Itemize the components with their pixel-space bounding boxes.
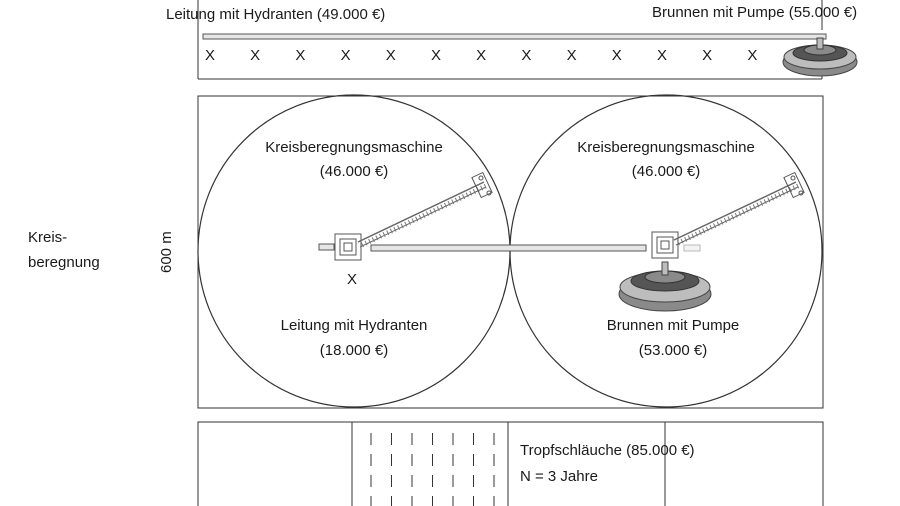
left-machine-cost: (46.000 €) — [319, 163, 389, 180]
top-pipe-label: Leitung mit Hydranten (49.000 €) — [166, 6, 386, 23]
top-well-icon — [783, 38, 857, 76]
hydrant-marker: X — [476, 47, 487, 64]
hydrant-marker: X — [250, 47, 261, 64]
left-machine-label: Kreisberegnungsmaschine — [265, 139, 443, 156]
top-well-label: Brunnen mit Pumpe (55.000 €) — [652, 4, 858, 21]
left-pipe-stub — [319, 244, 334, 250]
drip-hose-label: Tropfschläuche (85.000 €) — [520, 442, 695, 459]
hydrant-marker: X — [611, 47, 622, 64]
row-label-line2: beregnung — [28, 254, 100, 271]
top-pipe — [203, 34, 826, 39]
left-hydrant-marker: X — [346, 271, 358, 288]
connecting-pipe — [371, 245, 646, 251]
hydrant-marker: X — [430, 47, 442, 64]
row-label-line1: Kreis- — [28, 229, 68, 246]
drip-section — [198, 422, 823, 506]
hydrant-marker: X — [521, 47, 532, 64]
right-pivot-machine — [652, 172, 804, 258]
drip-field-border — [198, 422, 823, 506]
left-pipe-label: Leitung mit Hydranten — [280, 317, 428, 334]
hydrant-marker: X — [385, 47, 396, 64]
hydrant-marker: X — [747, 47, 758, 64]
drip-lifetime-label: N = 3 Jahre — [520, 468, 598, 485]
hydrant-marker: X — [295, 47, 306, 64]
right-pipe-stub — [684, 245, 700, 251]
hydrant-marker: X — [204, 47, 216, 64]
hydrant-marker: X — [340, 47, 351, 64]
right-well-label: Brunnen mit Pumpe — [606, 317, 740, 334]
right-machine-cost: (46.000 €) — [631, 163, 701, 180]
right-well-cost: (53.000 €) — [638, 342, 708, 359]
drip-hoses — [371, 433, 494, 506]
hydrant-marker: X — [656, 47, 668, 64]
hydrant-marker: X — [566, 47, 577, 64]
left-pipe-cost: (18.000 €) — [319, 342, 389, 359]
pivot-well-icon — [619, 262, 711, 311]
dimension-label: 600 m — [158, 231, 175, 273]
hydrant-marker: X — [702, 47, 713, 64]
right-machine-label: Kreisberegnungsmaschine — [577, 139, 755, 156]
